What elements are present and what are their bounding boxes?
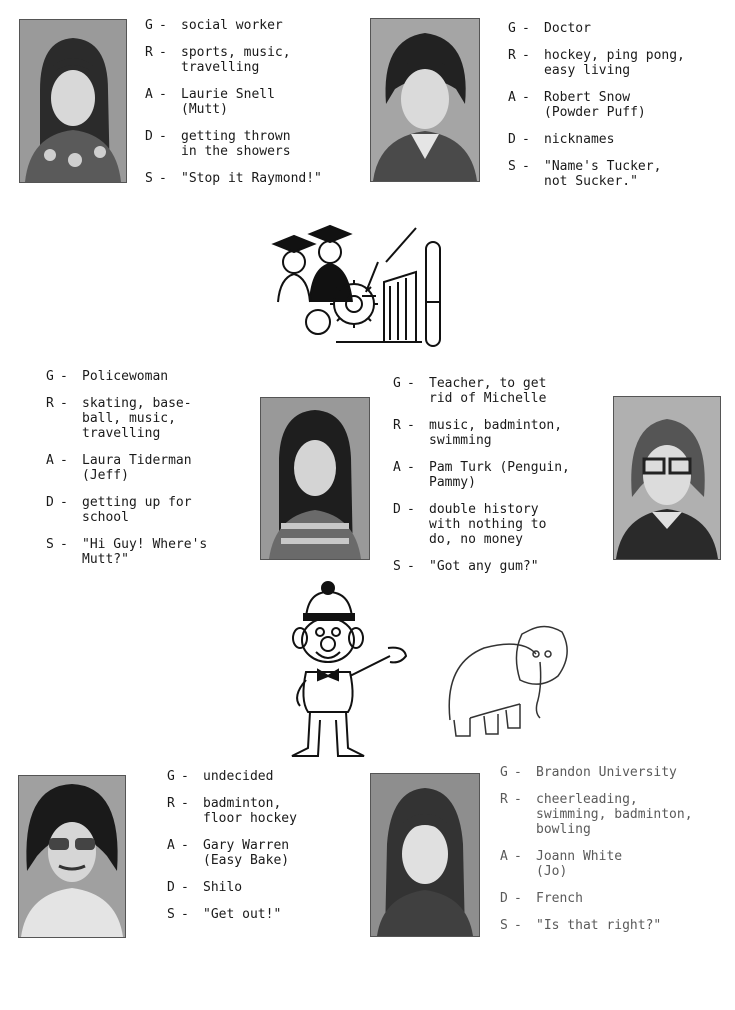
field-saying: S - "Get out!" — [167, 907, 282, 922]
field-saying: S - "Stop it Raymond!" — [145, 171, 322, 186]
student-entry-3 — [46, 369, 246, 579]
field-recreation: R - sports, music, travelling — [145, 45, 291, 75]
field-alias: A - Robert Snow (Powder Puff) — [508, 90, 646, 120]
graduates-clipart-icon — [266, 222, 452, 356]
field-recreation: R - badminton, floor hockey — [167, 796, 297, 826]
field-alias: A - Laura Tiderman (Jeff) — [46, 453, 192, 483]
field-saying: S - "Name's Tucker, not Sucker." — [508, 159, 662, 189]
student-entry-6 — [500, 765, 725, 945]
field-goal: G - undecided — [167, 769, 274, 784]
student-photo-6 — [370, 773, 480, 937]
field-dislike: D - getting up for school — [46, 495, 192, 525]
field-alias: A - Pam Turk (Penguin, Pammy) — [393, 460, 570, 490]
field-dislike: D - double history with nothing to do, no money — [393, 502, 547, 547]
field-saying: S - "Got any gum?" — [393, 559, 539, 574]
field-recreation: R - hockey, ping pong, easy living — [508, 48, 685, 78]
field-recreation: R - skating, base- ball, music, travelling — [46, 396, 192, 441]
field-saying: S - "Is that right?" — [500, 918, 662, 933]
student-photo-2 — [370, 18, 480, 182]
field-recreation: R - cheerleading, swimming, badminton, bowling — [500, 792, 693, 837]
field-goal: G - social worker — [145, 18, 283, 33]
student-entry-4 — [393, 376, 603, 586]
field-goal: G - Teacher, to get rid of Michelle — [393, 376, 547, 406]
student-photo-3 — [260, 397, 370, 560]
field-recreation: R - music, badminton, swimming — [393, 418, 563, 448]
field-goal: G - Doctor — [508, 21, 591, 36]
elephant-clipart-icon — [440, 624, 576, 740]
field-alias: A - Joann White (Jo) — [500, 849, 623, 879]
cartoon-character-clipart-icon — [278, 580, 410, 762]
field-goal: G - Policewoman — [46, 369, 169, 384]
field-dislike: D - nicknames — [508, 132, 615, 147]
field-saying: S - "Hi Guy! Where's Mutt?" — [46, 537, 208, 567]
student-entry-1 — [145, 18, 355, 198]
field-alias: A - Gary Warren (Easy Bake) — [167, 838, 290, 868]
student-photo-5 — [18, 775, 126, 938]
field-dislike: D - French — [500, 891, 583, 906]
field-dislike: D - Shilo — [167, 880, 243, 895]
field-goal: G - Brandon University — [500, 765, 677, 780]
student-entry-5 — [167, 769, 357, 934]
student-photo-1 — [19, 19, 127, 183]
field-alias: A - Laurie Snell (Mutt) — [145, 87, 275, 117]
student-photo-4 — [613, 396, 721, 560]
field-dislike: D - getting thrown in the showers — [145, 129, 291, 159]
student-entry-2 — [508, 21, 723, 201]
